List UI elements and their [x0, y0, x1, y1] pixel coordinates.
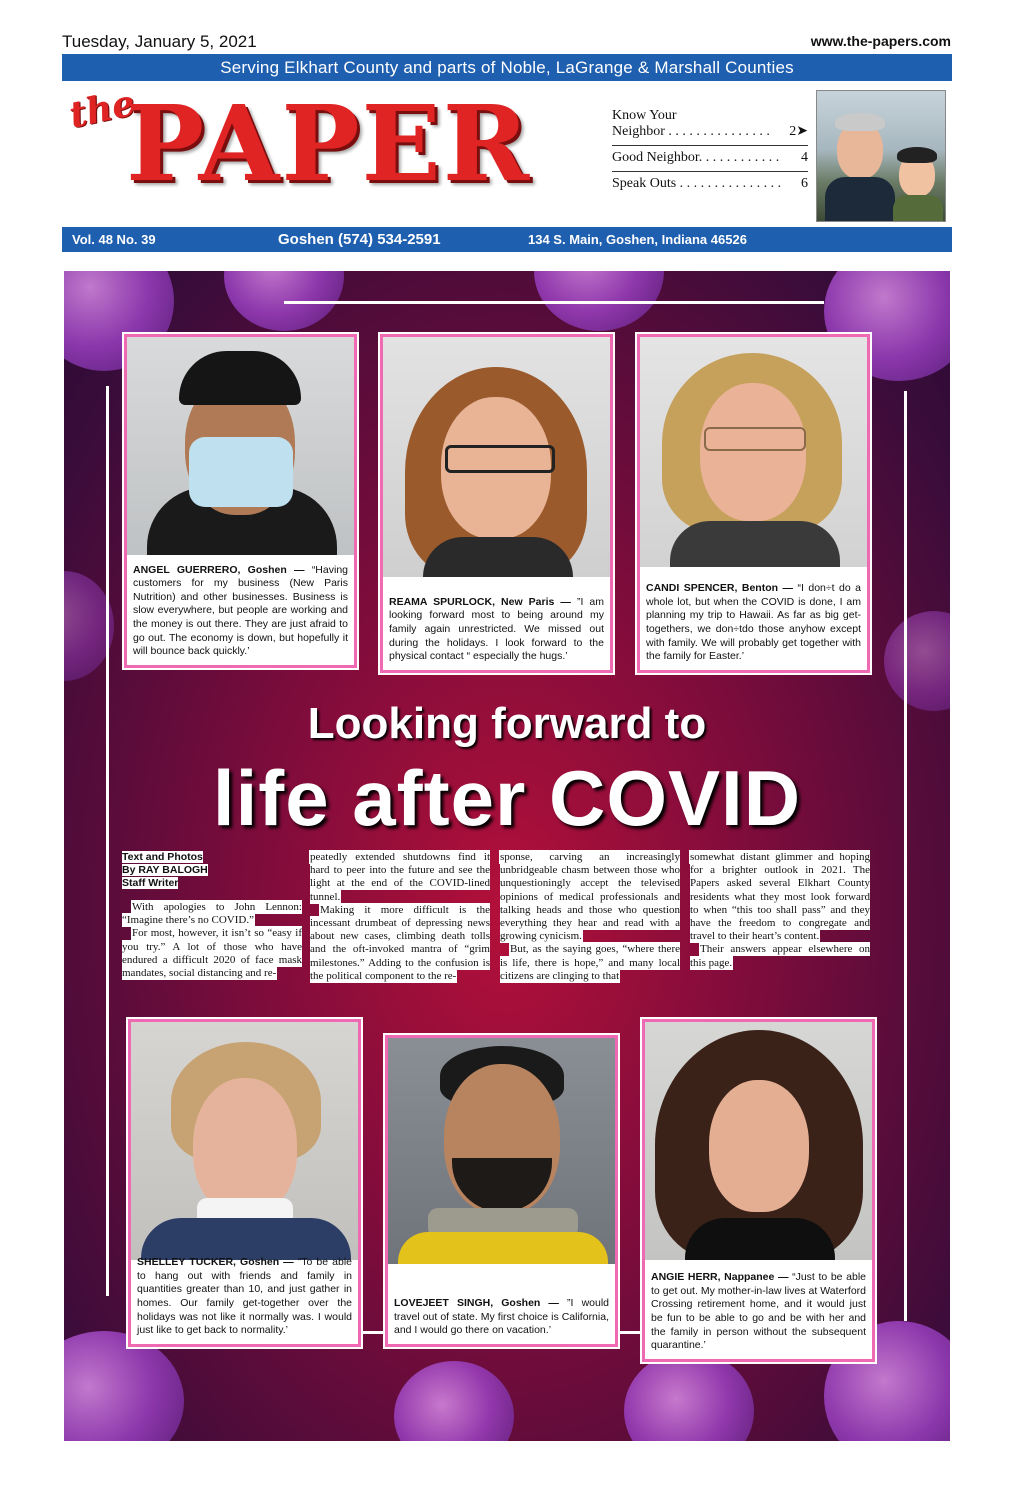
virus-graphic — [394, 1361, 514, 1441]
coverage-banner: Serving Elkhart County and parts of Noble, LaGrange & Marshall Counties — [62, 54, 952, 81]
portrait-photo — [645, 1022, 872, 1260]
toc-item-know-your-neighbor[interactable]: Know Your Neighbor . . . . . . . . . . . . . . . 2➤ — [612, 104, 808, 146]
article-paragraph: sponse, carving an increasingly unbridgeable chasm between those who unquestioningly accept the televised opinions of medical professionals and talking heads and those who question everything they hear and read with a growing cynicism. — [500, 851, 680, 943]
table-of-contents — [612, 104, 808, 197]
profile-quote: “Having customers for my business (New Paris Nutrition) and other businesses. Business is slow everywhere, but people are working and the money is out there. They are just afraid to go out. The economy is down, but hopefully it will bounce back quickly.’ — [133, 563, 348, 658]
profile-quote: “Just to be able to get out. My mother-in-law lives at Waterford Crossing retirement home, and it would just be fun to be able to go and be with her and the family in person without the subsequent quarantine.’ — [651, 1271, 866, 1352]
byline — [122, 851, 242, 890]
article-paragraph: For most, however, it isn’t so “easy if you try.” A lot of those who have endured a difficult 2020 of face mask mandates, social distancing and re- — [122, 927, 302, 979]
profile-card-candi-spencer[interactable] — [637, 334, 870, 673]
profile-quote: ”To be able to hang out with friends and family in quantities greater than 10, and just gather in homes. Our family get-together over the holidays was not like it normally was. I would just like to get back to normality.’ — [137, 1256, 353, 1337]
profile-name: ANGEL GUERRERO, Goshen — — [133, 563, 305, 576]
article-paragraph: somewhat distant glimmer and hoping for a brighter outlook in 2021. The Papers asked several Elkhart County residents what they most look forward to when “this too shall pass” and they have the freedom to congregate and travel to their heart’s content. — [690, 851, 870, 943]
byline-author: By RAY BALOGH — [122, 864, 208, 877]
article-paragraph: With apologies to John Lennon: “Imagine there’s no COVID.” — [122, 901, 302, 927]
toc-label: Good Neighbor — [612, 150, 699, 165]
portrait-photo — [383, 337, 610, 577]
portrait-photo — [388, 1038, 615, 1264]
profile-caption — [394, 1297, 609, 1338]
profile-card-angie-herr[interactable] — [642, 1019, 875, 1362]
article-column-4 — [690, 851, 870, 970]
address: 134 S. Main, Goshen, Indiana 46526 — [528, 232, 747, 247]
portrait-photo — [640, 337, 867, 567]
profile-caption — [137, 1256, 352, 1338]
teaser-photo[interactable] — [816, 90, 946, 222]
logo-the: the — [65, 81, 139, 137]
profile-quote: ”I am looking forward most to being around my family again unrestricted. We missed out during the holidays. I look forward to the physical contact “ especially the hugs.’ — [389, 595, 604, 663]
article-column-3 — [500, 851, 680, 983]
article-column-2 — [310, 851, 490, 983]
feature-section — [64, 271, 950, 1441]
toc-page: 4 — [801, 150, 808, 165]
profile-card-reama-spurlock[interactable] — [380, 334, 613, 673]
profile-card-lovejeet-singh[interactable] — [385, 1035, 618, 1347]
profile-caption — [646, 582, 861, 664]
article-paragraph: peatedly extended shutdowns find it hard to peer into the future and see the light at the end of the COVID-lined tunnel. — [310, 851, 490, 903]
profile-quote: ”I would travel out of state. My first choice is California, and I would go there on vacation.’ — [394, 1297, 610, 1337]
profile-card-shelley-tucker[interactable] — [128, 1019, 361, 1347]
portrait-photo — [127, 337, 354, 555]
portrait-photo — [131, 1022, 358, 1260]
toc-item-good-neighbor[interactable]: Good Neighbor. . . . . . . . . . . . 4 — [612, 146, 808, 172]
headline-line-1: Looking forward to — [307, 699, 707, 748]
toc-label-2: Neighbor — [612, 124, 665, 139]
profile-caption — [133, 564, 348, 659]
virus-graphic — [884, 611, 950, 711]
virus-graphic — [624, 1351, 754, 1441]
frame-line — [904, 391, 907, 1321]
profile-quote: “I don÷t do a whole lot, but when the COVID is done, I am planning my trip to Hawaii. As far as big get-togethers, we don÷tdo those anyhow except with family. We will probably get together with the family for Easter.’ — [646, 582, 861, 663]
profile-caption — [389, 596, 604, 664]
volume-number: Vol. 48 No. 39 — [72, 232, 156, 247]
toc-item-speak-outs[interactable]: Speak Outs . . . . . . . . . . . . . . . 6 — [612, 176, 808, 191]
byline-credit: Text and Photos — [122, 851, 203, 863]
issue-date: Tuesday, January 5, 2021 — [62, 32, 257, 51]
profile-card-angel-guerrero[interactable] — [124, 334, 357, 668]
profile-caption — [651, 1271, 866, 1353]
toc-page: 6 — [801, 176, 808, 191]
virus-graphic — [64, 1331, 184, 1441]
toc-label: Speak Outs — [612, 176, 677, 191]
profile-name: LOVEJEET SINGH, Goshen — — [394, 1297, 559, 1310]
profile-name: REAMA SPURLOCK, New Paris — — [389, 595, 571, 608]
article-paragraph: Making it more difficult is the incessant drumbeat of depressing news about new cases, climbing death tolls and the oft-invoked mantra of “grim milestones.” Adding to the confusion is the political component to the re- — [310, 903, 490, 982]
article-paragraph: Their answers appear elsewhere on this page. — [690, 943, 870, 969]
article-column-1 — [122, 901, 302, 980]
toc-label: Know Your — [612, 108, 677, 123]
byline-title: Staff Writer — [122, 877, 179, 890]
info-bar — [62, 227, 952, 252]
website-url[interactable]: www.the-papers.com — [810, 33, 951, 49]
phone-number: Goshen (574) 534-2591 — [278, 231, 441, 248]
profile-name: ANGIE HERR, Nappanee — — [651, 1271, 789, 1284]
toc-page: 2➤ — [789, 124, 808, 139]
logo-paper: PAPER — [126, 82, 532, 205]
article-paragraph: But, as the saying goes, “where there is life, there is hope,” and many local citizens are clinging to that — [500, 943, 680, 982]
frame-line — [284, 301, 824, 304]
profile-name: SHELLEY TUCKER, Goshen — — [137, 1256, 294, 1269]
headline-line-2: life after COVID — [212, 754, 802, 842]
profile-name: CANDI SPENCER, Benton — — [646, 582, 793, 595]
